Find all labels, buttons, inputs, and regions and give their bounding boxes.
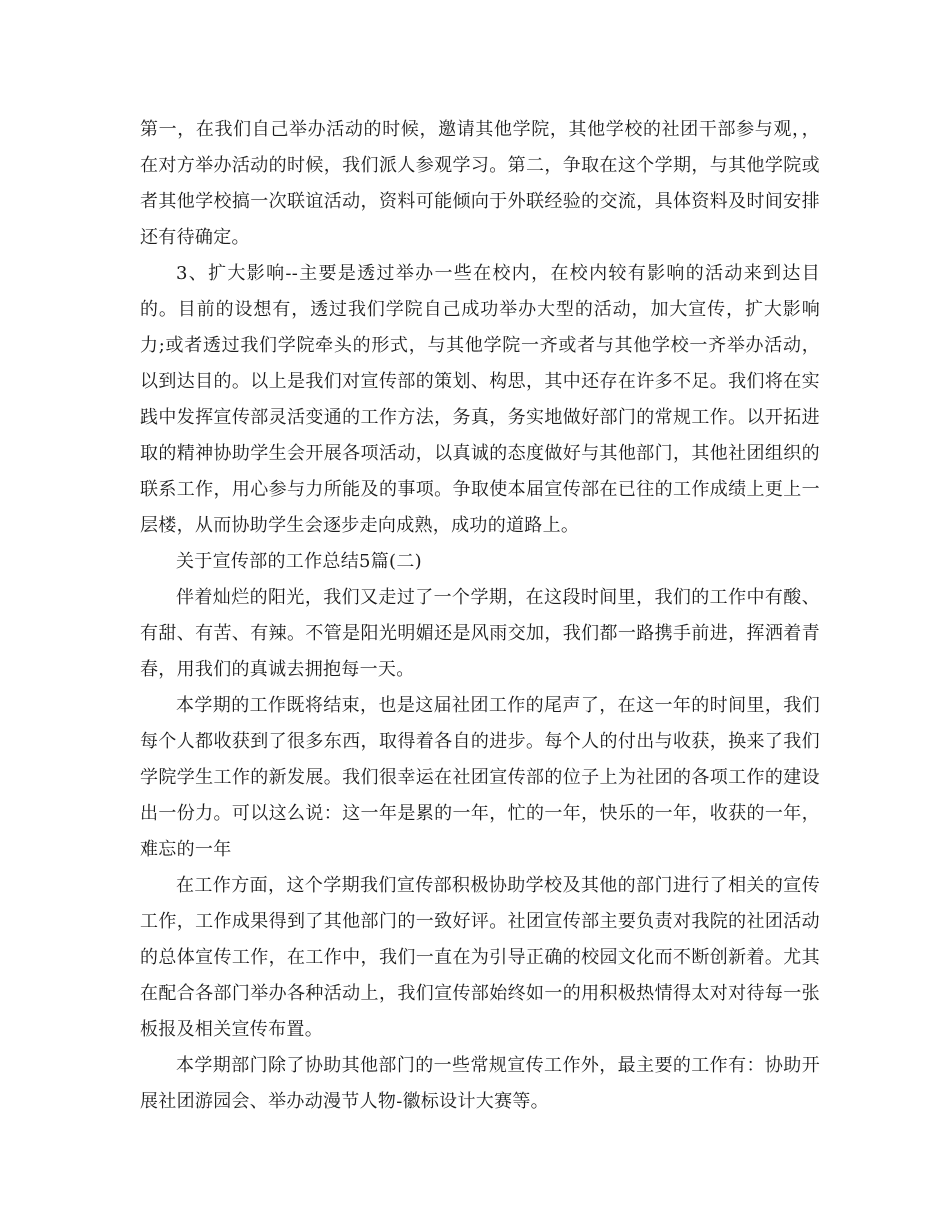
paragraph-main-work: 本学期部门除了协助其他部门的一些常规宣传工作外，最主要的工作有：协助开展社团游园会、举办动漫节人物-徽标设计大赛等。 <box>140 1055 820 1112</box>
paragraph-continuation: 第一，在我们自己举办活动的时候，邀请其他学院，其他学校的社团干部参与观，，在对方举办活动的时候，我们派人参观学习。第二，争取在这个学期，与其他学院或者其他学校搞一次联谊活动，资料可能倾向于外联经验的交流，具体资料及时间安排还有待确定。 <box>140 119 820 248</box>
paragraph-work-aspects: 在工作方面，这个学期我们宣传部积极协助学校及其他的部门进行了相关的宣传工作，工作成果得到了其他部门的一致好评。社团宣传部主要负责对我院的社团活动的总体宣传工作，在工作中，我们一直在为引导正确的校园文化而不断创新着。尤其在配合各部门举办各种活动上，我们宣传部始终如一的用积极热情得太对对待每一张板报及相关宣传布置。 <box>140 875 820 1040</box>
paragraph-sunshine: 伴着灿烂的阳光，我们又走过了一个学期，在这段时间里，我们的工作中有酸、有甜、有苦、有辣。不管是阳光明媚还是风雨交加，我们都一路携手前进，挥洒着青春，用我们的真诚去拥抱每一天。 <box>140 587 820 680</box>
paragraph-semester-end: 本学期的工作既将结束，也是这届社团工作的尾声了，在这一年的时间里，我们每个人都收获到了很多东西，取得着各自的进步。每个人的付出与收获，换来了我们学院学生工作的新发展。我们很幸运在社团宣传部的位子上为社团的各项工作的建设出一份力。可以这么说：这一年是累的一年，忙的一年，快乐的一年，收获的一年，难忘的一年 <box>140 695 820 860</box>
document-body <box>140 112 820 1120</box>
paragraph-expand-influence: 3、扩大影响--主要是透过举办一些在校内，在校内较有影响的活动来到达目的。目前的设想有，透过我们学院自己成功举办大型的活动，加大宣传，扩大影响力;或者透过我们学院牵头的形式，与其他学院一齐或者与其他学校一齐举办活动，以到达目的。以上是我们对宣传部的策划、构思，其中还存在许多不足。我们将在实践中发挥宣传部灵活变通的工作方法，务真，务实地做好部门的常规工作。以开拓进取的精神协助学生会开展各项活动，以真诚的态度做好与其他部门，其他社团组织的联系工作，用心参与力所能及的事项。争取使本届宣传部在已往的工作成绩上更上一层楼，从而协助学生会逐步走向成熟，成功的道路上。 <box>140 263 820 536</box>
section-heading: 关于宣传部的工作总结5篇(二) <box>176 551 422 572</box>
